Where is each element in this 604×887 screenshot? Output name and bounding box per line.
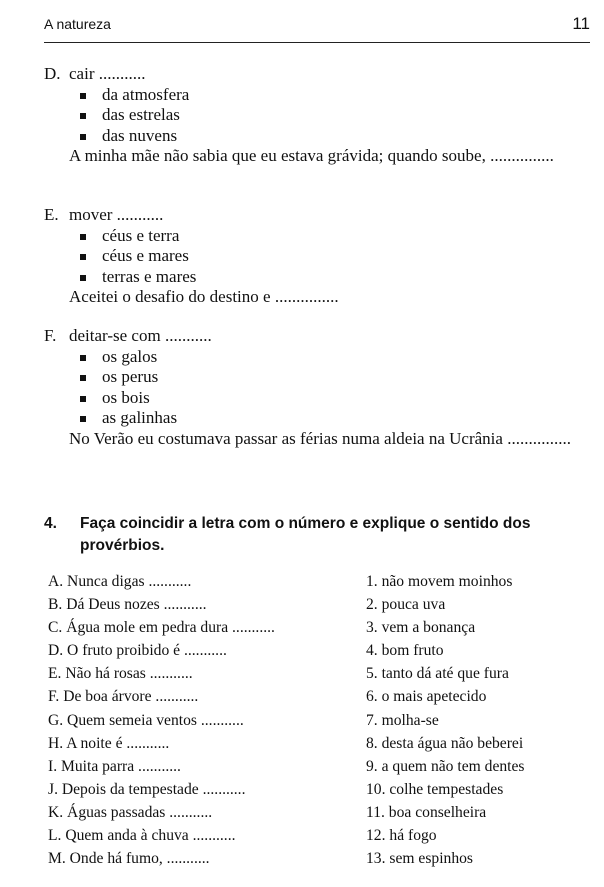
matching-row [48, 570, 596, 593]
example-sentence: Aceitei o desafio do destino e ............... [69, 287, 339, 306]
proverb-ending: 11. boa conselheira [366, 803, 487, 821]
proverb-ending: 2. pouca uva [366, 596, 446, 614]
option-item: os galos [80, 347, 590, 368]
matching-row [48, 593, 596, 616]
section-letter: D. [44, 64, 61, 83]
option-item: céus e terra [80, 226, 590, 247]
proverb-ending: 9. a quem não tem dentes [366, 757, 525, 775]
option-list [44, 347, 590, 429]
section-heading [44, 64, 590, 85]
matching-row [48, 616, 596, 639]
proverb-start: D. O fruto proibido é ........... [48, 642, 227, 660]
header-divider [44, 42, 590, 43]
section-heading [44, 205, 590, 226]
section-prompt: deitar-se com ........... [69, 326, 212, 345]
option-list [44, 226, 590, 288]
proverb-ending: 6. o mais apetecido [366, 688, 487, 706]
proverb-ending: 7. molha-se [366, 711, 439, 729]
matching-row [48, 732, 596, 755]
matching-row [48, 847, 596, 870]
page-header [44, 14, 590, 42]
proverb-ending: 4. bom fruto [366, 642, 444, 660]
page-number: 11 [572, 14, 590, 33]
option-item: céus e mares [80, 246, 590, 267]
matching-row [48, 685, 596, 708]
proverb-ending: 3. vem a bonança [366, 619, 476, 637]
option-item: as galinhas [80, 408, 590, 429]
proverb-start: H. A noite é ........... [48, 734, 170, 752]
proverb-start: J. Depois da tempestade ........... [48, 780, 246, 798]
option-item: os bois [80, 388, 590, 409]
matching-row [48, 639, 596, 662]
proverb-start: I. Muita parra ........... [48, 757, 181, 775]
option-list [44, 85, 590, 147]
proverb-ending: 8. desta água não beberei [366, 734, 524, 752]
exercise-title: Faça coincidir a letra com o número e explique o sentido dos provérbios. [80, 515, 531, 554]
section-letter: F. [44, 326, 57, 345]
section-prompt: mover ........... [69, 205, 164, 224]
option-item: das estrelas [80, 105, 590, 126]
proverb-start: K. Águas passadas ........... [48, 803, 213, 821]
matching-row [48, 824, 596, 847]
option-item: os perus [80, 367, 590, 388]
exercise-number: 4. [44, 515, 57, 532]
proverb-start: M. Onde há fumo, ........... [48, 850, 210, 868]
proverb-start: E. Não há rosas ........... [48, 665, 193, 683]
matching-row [48, 709, 596, 732]
proverb-ending: 13. sem espinhos [366, 850, 473, 868]
matching-list [48, 570, 596, 870]
matching-row [48, 778, 596, 801]
proverb-ending: 1. não movem moinhos [366, 573, 513, 590]
section-letter: E. [44, 205, 59, 224]
matching-row [48, 662, 596, 685]
proverb-start: L. Quem anda à chuva ........... [48, 827, 236, 845]
proverb-ending: 10. colhe tempestades [366, 780, 504, 798]
proverb-start: G. Quem semeia ventos ........... [48, 711, 244, 729]
proverb-start: A. Nunca digas ........... [48, 573, 192, 590]
proverb-start: C. Água mole em pedra dura ........... [48, 619, 275, 637]
section-d [44, 64, 590, 167]
proverb-ending: 12. há fogo [366, 827, 437, 845]
matching-row [48, 801, 596, 824]
proverb-start: F. De boa árvore ........... [48, 688, 199, 706]
section-e [44, 205, 590, 308]
running-title: A natureza [44, 16, 111, 32]
section-prompt: cair ........... [69, 64, 146, 83]
option-item: da atmosfera [80, 85, 590, 106]
example-sentence: No Verão eu costumava passar as férias numa aldeia na Ucrânia ............... [69, 428, 571, 448]
section-f [44, 326, 590, 449]
matching-row [48, 755, 596, 778]
exercise-heading [44, 513, 590, 557]
section-heading [44, 326, 590, 347]
proverb-start: B. Dá Deus nozes ........... [48, 596, 207, 614]
proverb-ending: 5. tanto dá até que fura [366, 665, 509, 683]
option-item: das nuvens [80, 126, 590, 147]
example-sentence: A minha mãe não sabia que eu estava grávida; quando soube, ............... [69, 146, 554, 165]
option-item: terras e mares [80, 267, 590, 288]
